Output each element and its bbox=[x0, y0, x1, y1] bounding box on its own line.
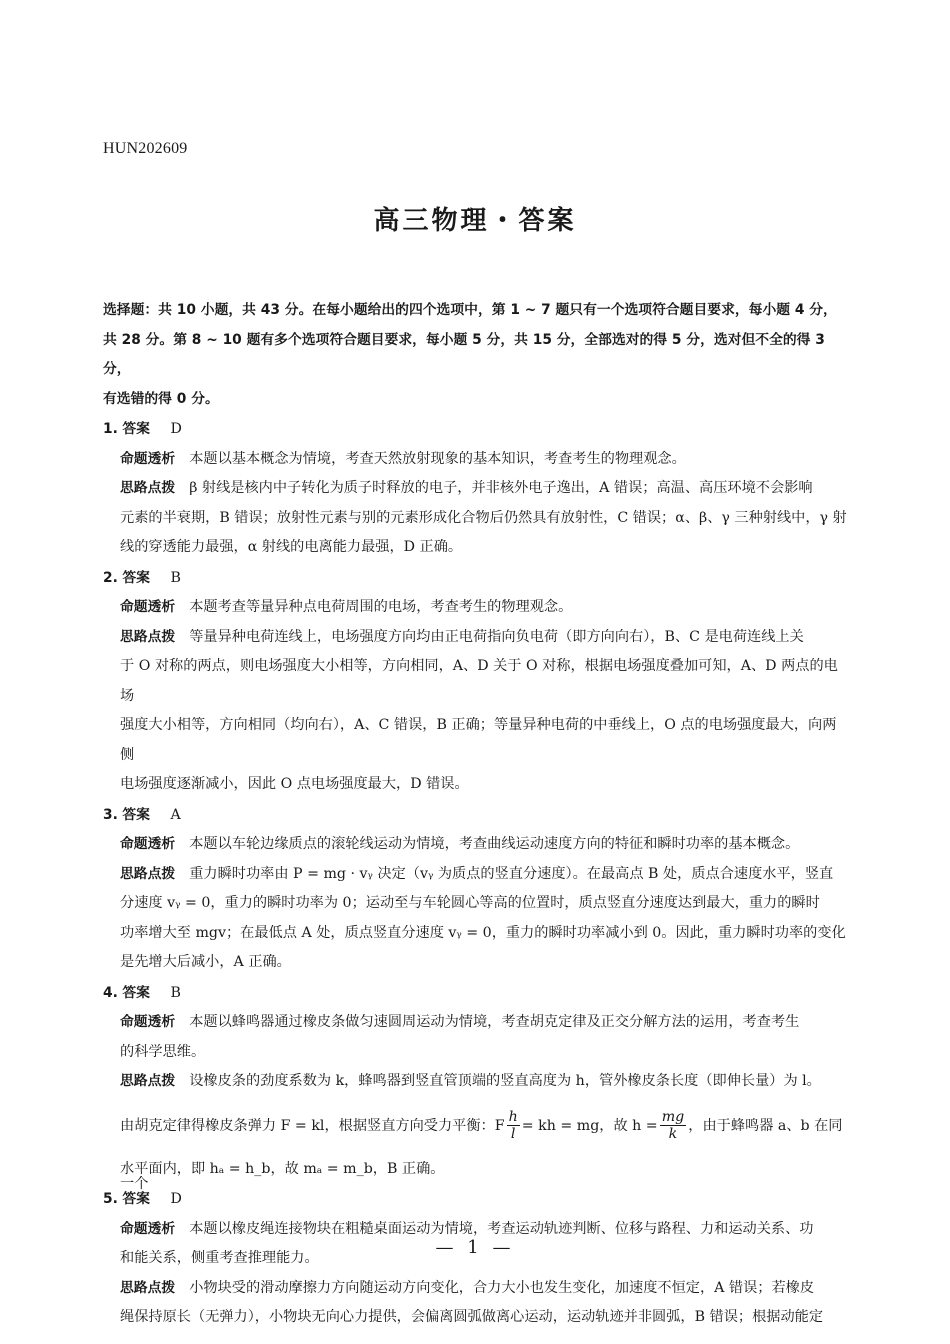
analysis-label: 命题透析 bbox=[120, 1220, 176, 1237]
question-number: 1. bbox=[103, 421, 118, 437]
answer-label: 答案 bbox=[122, 1191, 150, 1207]
fraction-h-over-l: $\frac{h}{l}$ bbox=[508, 1109, 518, 1142]
page-title: 高三物理・答案 bbox=[373, 206, 577, 236]
answer-value: A bbox=[170, 806, 181, 823]
answer-label: 答案 bbox=[122, 569, 150, 586]
question-number: 4. bbox=[103, 984, 118, 1001]
exam-code: HUN202609 bbox=[103, 140, 188, 157]
question-2 bbox=[103, 564, 848, 800]
question-1 bbox=[103, 415, 848, 563]
question-number: 2. bbox=[103, 569, 118, 586]
fraction-mg-over-k: $\frac{mg}{k}$ bbox=[661, 1109, 685, 1142]
answer-value: D bbox=[170, 1191, 182, 1207]
question-3 bbox=[103, 801, 848, 978]
question-4 bbox=[103, 979, 848, 1192]
analysis: 命题透析 本题考查等量异种点电荷周围的电场，考查考生的物理观念。 bbox=[120, 599, 573, 615]
question-number: 3. bbox=[103, 806, 118, 823]
hint: 思路点拨 等量异种电荷连线上，电场强度方向均由正电荷指向负电荷（即方向向右），B、C 是电荷连线上关 于 O 对称的两点，则电场强度大小相等，方向相同，A、D 关于 O 对称，根据电场强度叠加可知，A、D 两点的电场 强度大小相等，方向相同（均向右），A、C 错误，B 正确；等量异种电荷的中垂线上，O 点的电场强度最大，向两侧 电场强度逐渐减小，因此 O 点电场强度最大，D 错误。 bbox=[120, 628, 838, 792]
answer-label: 答案 bbox=[122, 806, 150, 823]
answer-label: 答案 bbox=[122, 984, 150, 1001]
hint-label: 思路点拨 bbox=[120, 865, 176, 882]
analysis: 命题透析 本题以蜂鸣器通过橡皮条做匀速圆周运动为情境，考查胡克定律及正交分解方法的运用，考查考生 的科学思维。 bbox=[120, 1014, 800, 1060]
hint-label: 思路点拨 bbox=[120, 1073, 176, 1089]
hint: 思路点拨 设橡皮条的劲度系数为 k，蜂鸣器到竖直管顶端的竖直高度为 h，管外橡皮条长度（即伸长量）为 l。 由胡克定律得橡皮条弹力 F = kl，根据竖直方向受力平衡：F $\frac{h}{l}$ = kh = mg，故 h = $\frac{mg}{k}$ ，由于蜂鸣器 a、b 在同一个 水平面内，即 hₐ = h_b，故 mₐ = m_b，B 正确。 bbox=[103, 1067, 848, 1184]
question-number: 5. bbox=[103, 1191, 118, 1207]
hint-label: 思路点拨 bbox=[120, 628, 176, 645]
hint: 思路点拨 重力瞬时功率由 P = mg · vᵧ 决定（vᵧ 为质点的竖直分速度）。在最高点 B 处，质点合速度水平，竖直 分速度 vᵧ = 0，重力的瞬时功率为 0；运动至与车轮圆心等高的位置时，质点竖直分速度达到最大，重力的瞬时 功率增大至 mgv；在最低点 A 处，质点竖直分速度 vᵧ = 0，重力的瞬时功率减小到 0。因此，重力瞬时功率的变化 是先增大后减小，A 正确。 bbox=[120, 865, 846, 970]
answer-value: D bbox=[170, 421, 182, 437]
answer-value: B bbox=[170, 984, 181, 1001]
formula-line: 由胡克定律得橡皮条弹力 F = kl，根据竖直方向受力平衡：F $\frac{h}{l}$ = kh = mg，故 h = $\frac{mg}{k}$ ，由于蜂鸣器 a、b 在同一个 bbox=[120, 1109, 843, 1192]
analysis-label: 命题透析 bbox=[120, 1014, 176, 1030]
hint-label: 思路点拨 bbox=[120, 1279, 176, 1296]
question-5 bbox=[103, 1185, 848, 1333]
answer-content bbox=[103, 296, 848, 1333]
analysis: 命题透析 本题以橡皮绳连接物块在粗糙桌面运动为情境，考查运动轨迹判断、位移与路程、力和运动关系、功 和能关系，侧重考查推理能力。 bbox=[120, 1220, 814, 1266]
section-intro: 选择题：共 10 小题，共 43 分。在每小题给出的四个选项中，第 1 ~ 7 题只有一个选项符合题目要求，每小题 4 分， 共 28 分。第 8 ~ 10 题有多个选项符合题目要求，每小题 5 分，共 15 分，全部选对的得 5 分，选对但不全的得 3 分， 有选错的得 0 分。 bbox=[103, 302, 837, 407]
hint: 思路点拨 小物块受的滑动摩擦力方向随运动方向变化，合力大小也发生变化，加速度不恒定，A 错误；若橡皮 绳保持原长（无弹力），小物块无向心力提供，会偏离圆弧做离心运动，运动轨迹并非圆弧，B 错误；根据动能定 bbox=[120, 1279, 824, 1325]
answer-label: 答案 bbox=[122, 421, 150, 437]
analysis: 命题透析 本题以基本概念为情境，考查天然放射现象的基本知识，考查考生的物理观念。 bbox=[120, 450, 686, 467]
analysis-label: 命题透析 bbox=[120, 599, 176, 615]
analysis-label: 命题透析 bbox=[120, 836, 176, 852]
analysis-label: 命题透析 bbox=[120, 450, 176, 467]
hint-label: 思路点拨 bbox=[120, 480, 176, 496]
hint: 思路点拨 β 射线是核内中子转化为质子时释放的电子，并非核外电子逸出，A 错误；高温、高压环境不会影响 元素的半衰期，B 错误；放射性元素与别的元素形成化合物后仍然具有放射性，C 错误；α、β、γ 三种射线中，γ 射 线的穿透能力最强，α 射线的电离能力最强，D 正确。 bbox=[120, 480, 847, 555]
answer-value: B bbox=[170, 569, 181, 586]
analysis: 命题透析 本题以车轮边缘质点的滚轮线运动为情境，考查曲线运动速度方向的特征和瞬时功率的基本概念。 bbox=[120, 836, 800, 852]
page-number: — 1 — bbox=[435, 1237, 515, 1258]
